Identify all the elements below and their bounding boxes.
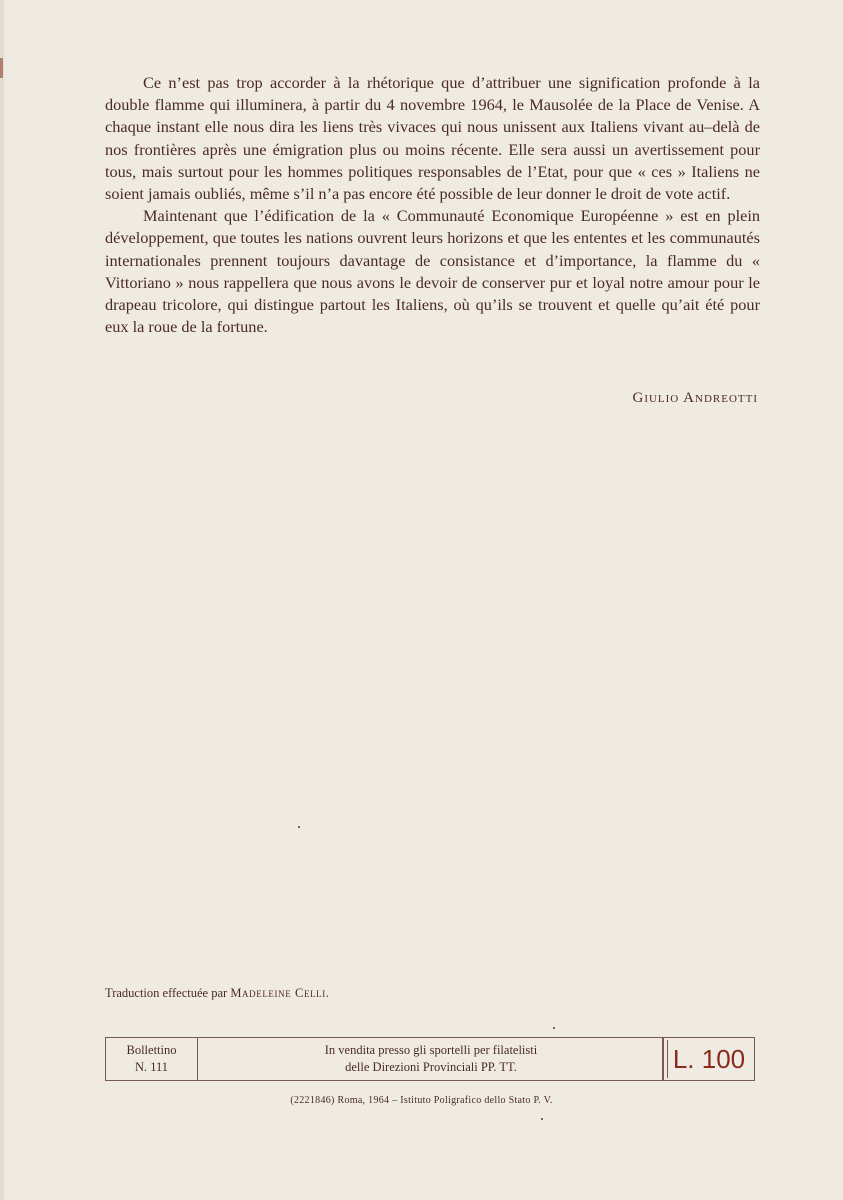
translator-name: Madeleine Celli. — [230, 986, 330, 1000]
paragraph-1: Ce n’est pas trop accorder à la rhétorique que d’attribuer une signification profonde à la double flamme qui illuminera, à partir du 4 novembre 1964, le Mausolée de la Place de Venise. A chaque instant elle nous dira les liens très vivaces qui nous unissent aux Italiens vivant au–delà de nos frontières après une émigration plus ou moins récente. Elle sera aussi un avertissement pour tous, mais surtout pour les hommes politiques responsables de l’Etat, pour que « ces » Italiens ne soient jamais oubliés, même s’il n’a pas encore été possible de leur donner le droit de vote actif. — [105, 73, 760, 204]
sale-info-cell — [198, 1038, 664, 1080]
page-edge-mark — [0, 58, 3, 78]
price-divider — [667, 1040, 668, 1078]
author-signature: Giulio Andreotti — [632, 390, 758, 406]
paragraph-2: Maintenant que l’édification de la « Communauté Economique Européenne » est en plein développement, que toutes les nations ouvrent leurs horizons et que les ententes et les communautés internationales prennent toujours davantage de consistance et d’importance, la flamme du « Vittoriano » nous rappellera que nous avons le devoir de conserver pur et loyal notre amour pour le drapeau tricolore, qui distingue partout les Italiens, où qu’ils se trouvent et quelle qu’ait été pour eux la roue de la fortune. — [105, 206, 760, 337]
translation-prefix: Traduction effectuée par — [105, 986, 228, 1000]
paper-speck — [553, 1027, 555, 1029]
price: L. 100 — [672, 1044, 746, 1074]
bulletin-label: Bollettino — [126, 1043, 177, 1057]
paper-speck — [298, 826, 300, 828]
paper-speck — [541, 1118, 543, 1120]
price-cell — [662, 1038, 754, 1080]
translation-credit — [105, 986, 330, 1001]
page-edge — [0, 0, 4, 1200]
sale-line-2: delle Direzioni Provinciali PP. TT. — [345, 1060, 517, 1074]
sale-line-1: In vendita presso gli sportelli per filatelisti — [324, 1043, 538, 1057]
footer-box — [105, 1037, 755, 1081]
bulletin-number: N. 111 — [134, 1060, 169, 1074]
article-body — [105, 72, 760, 338]
printer-imprint: (2221846) Roma, 1964 – Istituto Poligrafico dello Stato P. V. — [290, 1095, 553, 1106]
bulletin-cell — [106, 1038, 198, 1080]
